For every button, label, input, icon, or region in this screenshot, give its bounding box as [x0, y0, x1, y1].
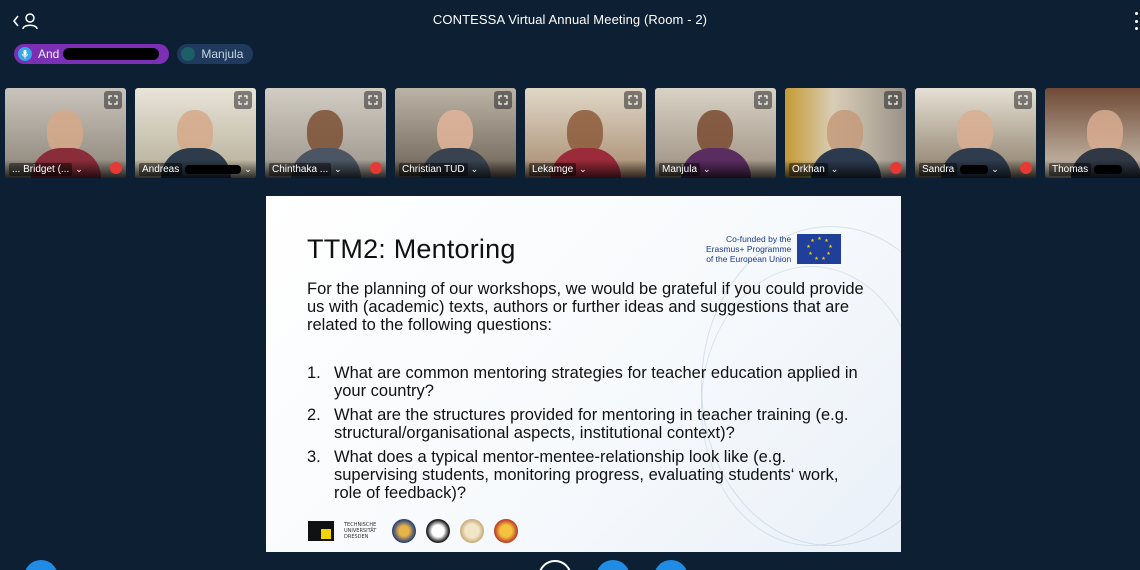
participant-name: Orkhan [789, 163, 828, 176]
list-number: 2. [307, 406, 321, 424]
mic-button[interactable] [596, 560, 630, 570]
call-controls [0, 560, 1140, 570]
camera-button[interactable] [654, 560, 688, 570]
list-text: What are the structures provided for mentoring in teacher training (e.g. structural/organisational aspects, institutional context)? [334, 406, 849, 442]
chevron-down-icon[interactable]: ⌄ [991, 163, 999, 174]
chevron-down-icon[interactable]: ⌄ [579, 163, 587, 174]
list-number: 1. [307, 364, 321, 382]
mic-off-icon [110, 162, 122, 174]
participant-tile[interactable] [5, 88, 126, 178]
avatar-dot-icon [181, 47, 195, 61]
institute-emblem-logo [494, 519, 518, 543]
slide-intro-text: For the planning of our workshops, we would be grateful if you could provide us with (academic) texts, authors or further ideas and suggestions that are related to the following questions: [307, 280, 864, 334]
participant-tile[interactable] [395, 88, 516, 178]
participant-tile[interactable] [785, 88, 906, 178]
participant-name: Sandra [919, 163, 957, 176]
participant-label [395, 160, 516, 178]
expand-icon[interactable] [104, 91, 122, 109]
eu-badge-line: Co-funded by the [726, 234, 792, 244]
record-button[interactable] [538, 560, 572, 570]
uni-logo [308, 521, 334, 541]
mic-off-icon [890, 162, 902, 174]
tud-logo [344, 522, 382, 540]
eu-badge-line: Erasmus+ Programme [706, 244, 792, 254]
top-bar [0, 0, 1140, 42]
participant-name: Thomas [1049, 163, 1091, 176]
speaker-name: Manjula [201, 47, 244, 61]
chevron-down-icon[interactable]: ⌄ [75, 163, 83, 174]
mic-icon [18, 47, 32, 61]
question-list [307, 364, 867, 508]
participant-name: ... Bridget (... [9, 163, 72, 176]
participant-name: Manjula [659, 163, 700, 176]
participant-tile[interactable] [525, 88, 646, 178]
participant-label [5, 160, 126, 178]
expand-icon[interactable] [364, 91, 382, 109]
university-seal-logo [392, 519, 416, 543]
eu-funding-badge [706, 234, 841, 264]
participant-tile[interactable] [1045, 88, 1140, 178]
list-item [307, 448, 867, 502]
participant-label [915, 160, 1036, 178]
speaker-pill[interactable] [177, 44, 253, 64]
expand-icon[interactable] [1014, 91, 1032, 109]
participant-label [655, 160, 776, 178]
speaker-pill-active[interactable] [14, 44, 169, 64]
eu-flag-icon: ★ ★ ★ ★ ★ ★ ★ ★ ★ [797, 234, 841, 264]
shared-slide [266, 196, 901, 552]
chevron-down-icon[interactable]: ⌄ [334, 163, 342, 174]
mic-off-icon [1020, 162, 1032, 174]
participant-tile[interactable] [135, 88, 256, 178]
participant-label [785, 160, 906, 178]
chat-button[interactable] [24, 560, 58, 570]
expand-icon[interactable] [884, 91, 902, 109]
university-crest-logo [426, 519, 450, 543]
participant-name: Christian TUD [399, 163, 468, 176]
participant-label [265, 160, 386, 178]
tud-logo-text: TECHNISCHE UNIVERSITÄT DRESDEN [344, 522, 377, 540]
participant-tile[interactable] [655, 88, 776, 178]
list-text: What are common mentoring strategies for teacher education applied in your country? [334, 364, 858, 400]
chevron-down-icon[interactable]: ⌄ [244, 163, 252, 174]
participant-label [1045, 160, 1140, 178]
list-item [307, 364, 867, 400]
meeting-title: CONTESSA Virtual Annual Meeting (Room - 2) [432, 12, 708, 27]
redaction-bar [63, 48, 159, 60]
mic-off-icon [370, 162, 382, 174]
chevron-down-icon[interactable]: ⌄ [830, 163, 839, 174]
redaction-bar [185, 165, 241, 174]
participant-label [525, 160, 646, 178]
participant-name: Lekamge [529, 163, 576, 176]
list-item [307, 406, 867, 442]
participant-label [135, 160, 256, 178]
list-number: 3. [307, 448, 321, 466]
expand-icon[interactable] [624, 91, 642, 109]
participant-tile[interactable] [265, 88, 386, 178]
redaction-bar [960, 165, 988, 174]
slide-title: TTM2: Mentoring [307, 234, 516, 264]
eu-badge-line: of the European Union [706, 254, 792, 264]
active-speakers [14, 44, 253, 64]
chevron-down-icon[interactable]: ⌄ [470, 163, 479, 174]
chevron-down-icon[interactable]: ⌄ [703, 163, 711, 174]
partner-logos [308, 519, 518, 543]
expand-icon[interactable] [234, 91, 252, 109]
expand-icon[interactable] [754, 91, 772, 109]
expand-icon[interactable] [494, 91, 512, 109]
participant-name: Andreas [139, 163, 182, 176]
more-options-icon[interactable] [1132, 12, 1140, 30]
redaction-bar [1094, 165, 1122, 174]
participant-strip [5, 88, 1140, 178]
list-text: What does a typical mentor-mentee-relationship look like (e.g. supervising students, monitoring progress, evaluating students‘ work, role of feedback)? [334, 448, 839, 502]
participant-tile[interactable] [915, 88, 1036, 178]
participant-name: Chinthaka ... [269, 163, 331, 176]
institute-seal-logo [460, 519, 484, 543]
speaker-name: And [38, 47, 60, 61]
